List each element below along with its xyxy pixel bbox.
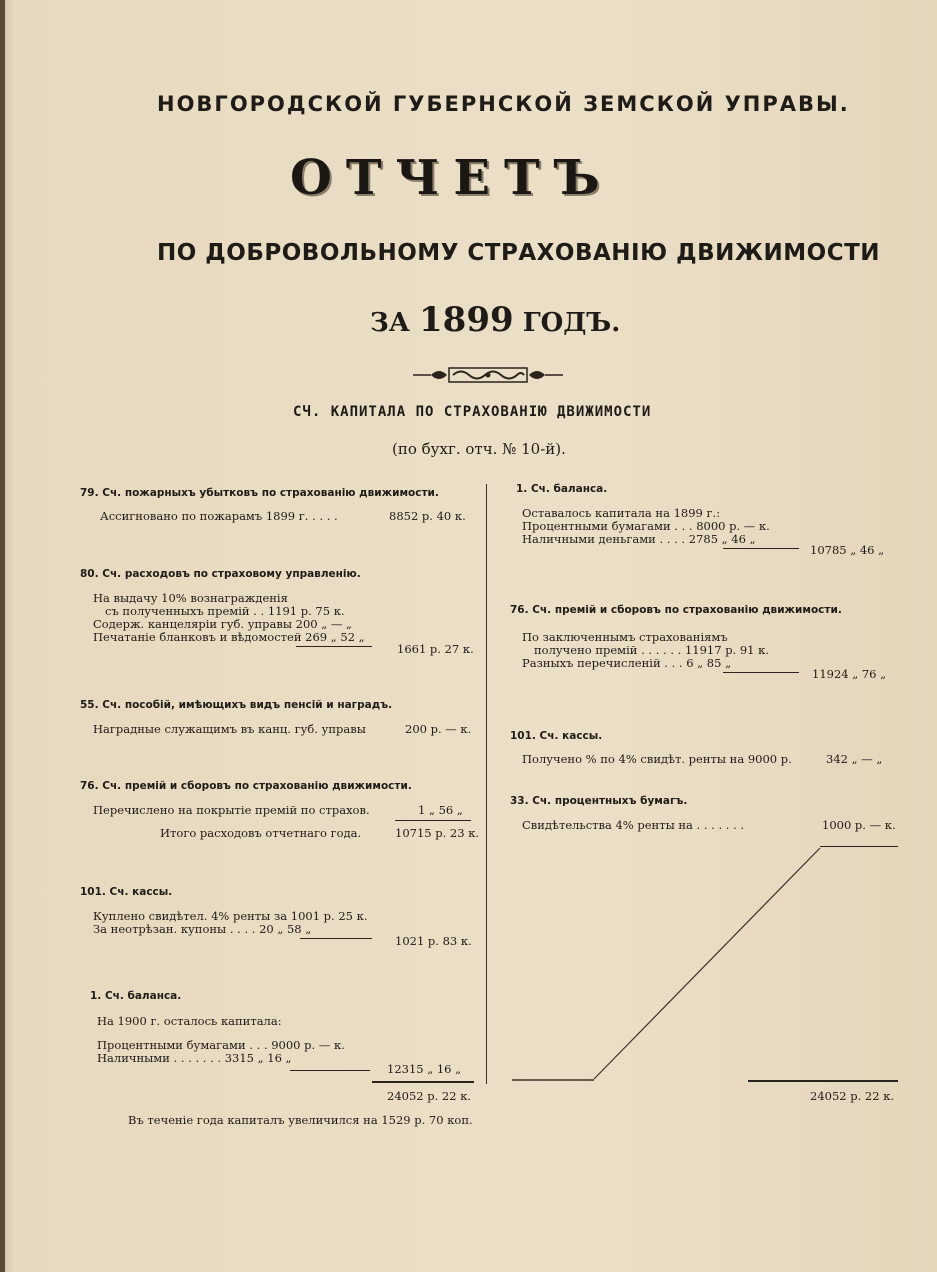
left-s76-heading: 76. Сч. премій и сборовъ по страхованію движимости.: [80, 780, 412, 792]
right-s1-sum-line: [723, 548, 799, 549]
right-s1-row-1: Оставалось капитала на 1899 г.:: [522, 506, 721, 520]
left-s101-sum-line: [300, 938, 372, 939]
right-s1-row-2: Процентными бумагами . . . 8000 р. — к.: [522, 519, 770, 533]
right-s76-sum-line: [723, 672, 799, 673]
ornament-divider: [413, 364, 563, 390]
right-s33-sum-line: [820, 846, 898, 847]
right-s76-row-1: По заключеннымъ страхованіямъ: [522, 630, 728, 644]
header-line-4: [370, 300, 620, 340]
footer-note: Въ теченіе года капиталъ увеличился на 1529 р. 70 коп.: [128, 1113, 473, 1127]
right-s101-heading: 101. Сч. кассы.: [510, 730, 603, 742]
left-s1-row-3: Наличными . . . . . . . 3315 „ 16 „: [97, 1051, 292, 1065]
right-s76-heading: 76. Сч. премій и сборовъ по страхованію движимости.: [510, 604, 842, 616]
column-divider: [486, 484, 487, 1084]
left-s55-heading: 55. Сч. пособій, имѣющихъ видъ пенсій и наградъ.: [80, 699, 393, 711]
right-s33-row-label: Свидѣтельства 4% ренты на . . . . . . .: [522, 818, 745, 832]
left-s1-total: 12315 „ 16 „: [387, 1062, 462, 1076]
left-s79-row-value: 8852 р. 40 к.: [389, 509, 466, 523]
right-s76-total: 11924 „ 76 „: [812, 667, 887, 681]
left-s80-row-2: съ полученныхъ премій . . 1191 р. 75 к.: [105, 604, 345, 618]
left-s79-heading: 79. Сч. пожарныхъ убытковъ по страхованію движимости.: [80, 487, 439, 499]
right-s1-row-3: Наличными деньгами . . . . 2785 „ 46 „: [522, 532, 756, 546]
left-s76-row-2-value: 10715 р. 23 к.: [395, 826, 480, 840]
left-s76-row-1-value: 1 „ 56 „: [418, 803, 463, 817]
section-subtitle: СЧ. КАПИТАЛА ПО СТРАХОВАНІЮ ДВИЖИМОСТИ: [293, 404, 652, 420]
left-s80-sum-line: [296, 646, 372, 647]
header-line-1: НОВГОРОДСКОЙ ГУБЕРНСКОЙ ЗЕМСКОЙ УПРАВЫ.: [157, 92, 850, 116]
left-s80-total: 1661 р. 27 к.: [397, 642, 474, 656]
right-grand-total: 24052 р. 22 к.: [810, 1089, 895, 1103]
left-s1-row-1: На 1900 г. осталось капитала:: [97, 1014, 282, 1028]
left-s80-row-1: На выдачу 10% вознагражденія: [93, 591, 288, 605]
right-s33-heading: 33. Сч. процентныхъ бумагъ.: [510, 795, 688, 807]
left-s79-row-label: Ассигновано по пожарамъ 1899 г. . . . .: [100, 509, 338, 523]
left-s101-row-1: Куплено свидѣтел. 4% ренты за 1001 р. 25 к.: [93, 909, 368, 923]
left-s76-sum-line: [395, 820, 471, 821]
right-s1-total: 10785 „ 46 „: [810, 543, 885, 557]
right-s1-heading: 1. Сч. баланса.: [516, 483, 608, 495]
left-s80-row-4: Печатаніе бланковъ и вѣдомостей 269 „ 52 „: [93, 630, 365, 644]
left-s55-row-value: 200 р. — к.: [405, 722, 472, 736]
left-s76-row-1-label: Перечислено на покрытіе премій по страхов.: [93, 803, 370, 817]
left-s76-row-2-label: Итого расходовъ отчетнаго года.: [160, 826, 362, 840]
right-grand-total-line: [748, 1080, 898, 1082]
left-s1-row-2: Процентными бумагами . . . 9000 р. — к.: [97, 1038, 345, 1052]
right-s76-row-3: Разныхъ перечисленій . . . 6 „ 85 „: [522, 656, 732, 670]
header-year: 1899: [419, 300, 514, 340]
section-subtitle-2: (по бухг. отч. № 10-й).: [392, 440, 566, 458]
header-year-suffix: ГОДЪ.: [522, 308, 621, 338]
left-s80-row-3: Содерж. канцеляріи губ. управы 200 „ — „: [93, 617, 352, 631]
report-title: ОТЧЕТЪ: [290, 150, 614, 206]
left-grand-total-line: [372, 1081, 474, 1083]
right-blank-space-diagonal: [510, 846, 830, 1086]
left-s101-heading: 101. Сч. кассы.: [80, 886, 173, 898]
left-s1-sum-line: [290, 1070, 370, 1071]
left-s101-row-2: За неотрѣзан. купоны . . . . 20 „ 58 „: [93, 922, 312, 936]
left-s80-heading: 80. Сч. расходовъ по страховому управленію.: [80, 568, 361, 580]
left-s55-row-label: Наградные служащимъ въ канц. губ. управы: [93, 722, 366, 736]
book-spine-edge: [0, 0, 5, 1272]
header-line-3: ПО ДОБРОВОЛЬНОМУ СТРАХОВАНІЮ ДВИЖИМОСТИ: [157, 240, 881, 266]
right-s101-row-value: 342 „ — „: [826, 752, 883, 766]
right-s76-row-2: получено премій . . . . . . 11917 р. 91 к.: [534, 643, 769, 657]
right-s33-row-value: 1000 р. — к.: [822, 818, 896, 832]
left-s1-heading: 1. Сч. баланса.: [90, 990, 182, 1002]
left-s101-total: 1021 р. 83 к.: [395, 934, 472, 948]
right-s101-row-label: Получено % по 4% свидѣт. ренты на 9000 р.: [522, 752, 792, 766]
header-year-prefix: ЗА: [370, 308, 410, 338]
left-grand-total: 24052 р. 22 к.: [387, 1089, 472, 1103]
